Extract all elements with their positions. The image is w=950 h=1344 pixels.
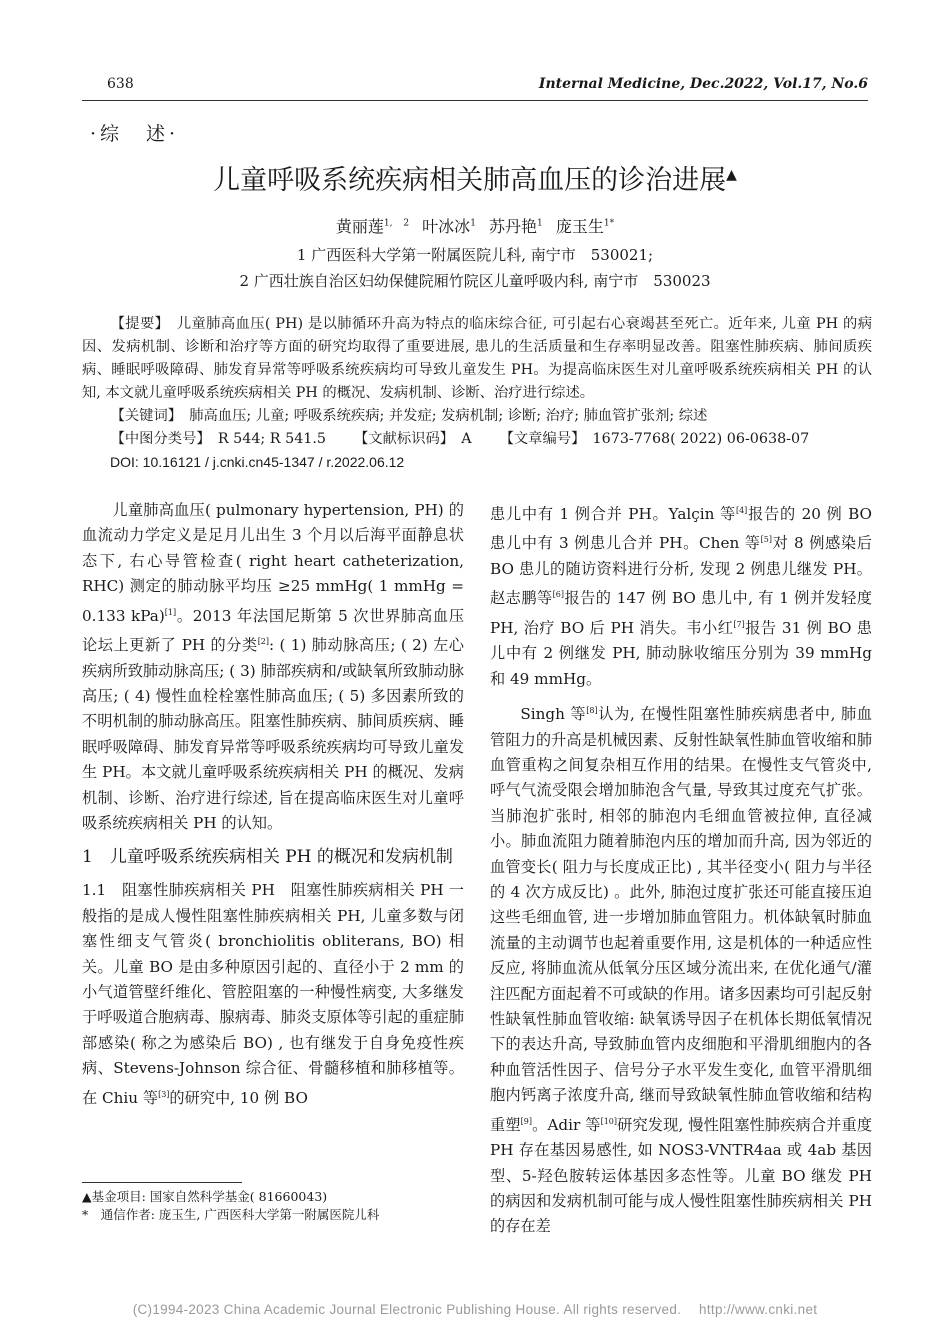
author-name: 苏丹艳 [489, 217, 538, 236]
clc-label: 【中图分类号】 [110, 431, 204, 447]
text-run: Singh 等 [520, 705, 587, 724]
author-name: 庞玉生 [555, 217, 604, 236]
keywords [82, 405, 872, 428]
abstract-text: 儿童肺高血压( PH) 是以肺循环升高为特点的临床综合征, 可引起右心衰竭甚至死亡。近年来, 儿童 PH 的病因、发病机制、诊断和治疗等方面的研究均取得了重要进展, 患儿的生活质量和生存率明显改善。阻塞性肺疾病、肺间质疾病、睡眠呼吸障碍、肺发育异常等呼吸系统疾病均可导致儿童发生 PH。为提高临床医生对儿童呼吸系统疾病相关 PH 的认知, 本文就儿童呼吸系统疾病相关 PH 的概况、发病机制、诊断、治疗进行综述。 [82, 316, 873, 401]
text-run: : ( 1) 肺动脉高压; ( 2) 左心疾病所致肺动脉高压; ( 3) 肺部疾病和/或缺氧所致肺动脉高压; ( 4) 慢性血栓栓塞性肺高血压; ( 5) 多因素所致的不明机制的肺动脉高压。阻塞性肺疾病、肺间质疾病、睡眠呼吸障碍、肺发育异常等呼吸系统疾病均可导致儿童发生 PH。本文就儿童呼吸系统疾病相关 PH 的概况、发病机制、诊断、治疗进行综述, 旨在提高临床医生对儿童呼吸系统疾病相关 PH 的认知。 [82, 636, 464, 832]
abstract [82, 313, 872, 405]
affiliation-2: 2 广西壮族自治区妇幼保健院厢竹院区儿童呼吸内科, 南宁市 530023 [239, 272, 711, 290]
corresponding-author-footnote: * 通信作者: 庞玉生, 广西医科大学第一附属医院儿科 [82, 1207, 380, 1222]
body-paragraph [490, 698, 872, 1240]
citation: [10] [600, 1116, 617, 1126]
text-run: 。2013 年法国尼斯第 5 次世界肺高血压论坛上更新了 PH 的分类 [82, 606, 465, 655]
journal-header: Internal Medicine, Dec.2022, Vol.17, No.6 [538, 76, 868, 92]
doi: DOI: 10.16121 / j.cnki.cn45-1347 / r.2022.06.12 [110, 454, 405, 470]
citation: [3] [158, 1089, 170, 1099]
text-run: 认为, 在慢性阻塞性肺疾病患者中, 肺血管阻力的升高是机械因素、反射性缺氧性肺血管收缩和肺血管重构之间复杂相互作用的结果。在慢性支气管炎中, 呼气气流受限会增加肺泡含气量, 导致其过度充气扩张。当肺泡扩张时, 相邻的肺泡内毛细血管被拉伸, 直径减小。肺血流阻力随着肺泡内压的增加而升高, 因为邻近的血管变长( 阻力与长度成正比) , 其半径变小( 阻力与半径的 4 次方成反比) 。此外, 肺泡过度扩张还可能直接压迫这些毛细血管, 进一步增加肺血管阻力。机体缺氧时肺血流量的主动调节也起着重要作用, 这是机体的一种适应性反应, 将肺血流从低氧分压区域分流出来, 在优化通气/灌注匹配方面起着不可或缺的作用。诸多因素均可引起反射性缺氧性肺血管收缩: 缺氧诱导因子在机体长期低氧情况下的表达升高, 导致肺血管内皮细胞和平滑肌细胞内的各种血管活性因子、信号分子水平发生变化, 血管平滑肌细胞内钙离子浓度升高, 继而导致缺氧性肺血管收缩和结构重塑 [490, 705, 873, 1134]
doc-code-label: 【文献标识码】 [354, 431, 447, 447]
text-run: 对 8 例感染后 BO 患儿的随访资料进行分析, 发现 2 例患儿继发 PH。赵志鹏等 [490, 534, 872, 608]
intro-paragraph [82, 498, 464, 836]
text-run: 的研究中, 10 例 BO [169, 1088, 308, 1107]
text-run: 报告的 147 例 BO 患儿中, 有 1 例并发轻度 PH, 治疗 BO 后 PH 消失。韦小红 [490, 589, 873, 637]
body-column-left [82, 498, 464, 1111]
page-number: 638 [107, 76, 134, 92]
text-run: 报告 31 例 BO 患儿中有 2 例继发 PH, 肺动脉收缩压分别为 39 mmHg 和 49 mmHg。 [490, 618, 872, 688]
subsection-paragraph [82, 878, 464, 1111]
citation: [6] [552, 590, 564, 600]
author-name: 黄丽莲 [335, 217, 384, 236]
clc-value: R 544; R 541.5 [217, 431, 327, 447]
section-tag: ·综 述· [90, 123, 180, 145]
citation: [1] [164, 607, 177, 617]
section-heading-1: 1 儿童呼吸系统疾病相关 PH 的概况和发病机制 [82, 847, 453, 868]
header-rule [82, 100, 868, 101]
text-run: 阻塞性肺疾病相关 PH 一般指的是成人慢性阻塞性肺疾病相关 PH, 儿童多数与闭塞性细支气管炎( bronchiolitis obliterans, BO) 相关。儿童 BO 是由多种原因引起的、直径小于 2 mm 的小气道管壁纤维化、管腔阻塞的一种慢性病变, 大多继发于呼吸道合胞病毒、腺病毒、肺炎支原体等引起的重症肺部感染( 称之为感染后 BO) , 也有继发于自身免疫性疾病、Stevens-Johnson 综合征、骨髓移植和肺移植等。在 Chiu 等 [82, 881, 464, 1107]
text-run: 报告的 20 例 BO 患儿中有 3 例患儿合并 PH。Chen 等 [490, 505, 873, 553]
author-affiliation-sup: 1* [603, 218, 615, 229]
text-run: 患儿中有 1 例合并 PH。Yalçin 等 [490, 505, 736, 524]
classification-line [82, 428, 872, 451]
keywords-label: 【关键词】 [110, 408, 175, 424]
article-title [0, 158, 950, 197]
title-fund-mark: ▲ [726, 167, 737, 183]
body-column-right [490, 498, 872, 1240]
author-list [0, 214, 950, 237]
citation: [8] [586, 706, 598, 716]
subsection-heading: 1.1 阻塞性肺疾病相关 PH [82, 881, 275, 900]
citation: [5] [760, 535, 772, 545]
author-affiliation-sup: 1 [470, 218, 476, 229]
footnote-rule [82, 1182, 242, 1183]
keywords-text: 肺高血压; 儿童; 呼吸系统疾病; 并发症; 发病机制; 诊断; 治疗; 肺血管扩张剂; 综述 [189, 408, 708, 424]
doc-code-value: A [461, 431, 472, 447]
author-name: 叶冰冰 [422, 217, 471, 236]
text-run: 研究发现, 慢性阻塞性肺疾病合并重度 PH 存在基因易感性, 如 NOS3-VNTR4aa 或 4ab 基因型、5-羟色胺转运体基因多态性等。儿童 BO 继发 PH 的病因和发病机制可能与成人慢性阻塞性肺疾病相关 PH 的存在差 [490, 1115, 873, 1236]
citation: [4] [735, 506, 748, 515]
citation: [2] [257, 637, 270, 647]
affiliation-1: 1 广西医科大学第一附属医院儿科, 南宁市 530021; [296, 246, 654, 264]
citation: [9] [520, 1116, 532, 1126]
author-affiliation-sup: 1 [537, 218, 543, 229]
abstract-label: 【提要】 [110, 316, 163, 332]
author-affiliation-sup: 1, 2 [383, 218, 410, 229]
citation: [7] [733, 619, 745, 629]
article-title-text: 儿童呼吸系统疾病相关肺高血压的诊治进展 [213, 165, 727, 196]
text-run: 。Adir 等 [532, 1115, 601, 1134]
article-no-value: 1673-7768( 2022) 06-0638-07 [592, 431, 810, 447]
fund-footnote: ▲基金项目: 国家自然科学基金( 81660043) [82, 1189, 328, 1204]
footnotes [82, 1188, 482, 1224]
text-run: 儿童肺高血压( pulmonary hypertension, PH) 的血流动力学定义是足月儿出生 3 个月以后海平面静息状态下, 右心导管检查( right heart catheterization, RHC) 测定的肺动脉平均压 ≥25 mmHg( 1 mmHg = 0.133 kPa) [82, 501, 464, 625]
article-no-label: 【文章编号】 [499, 431, 579, 447]
abstract-block [82, 313, 872, 474]
copyright-watermark: (C)1994-2023 China Academic Journal Electronic Publishing House. All rights reserved. http://www.cnki.net [132, 1302, 818, 1317]
body-paragraph [490, 498, 872, 692]
